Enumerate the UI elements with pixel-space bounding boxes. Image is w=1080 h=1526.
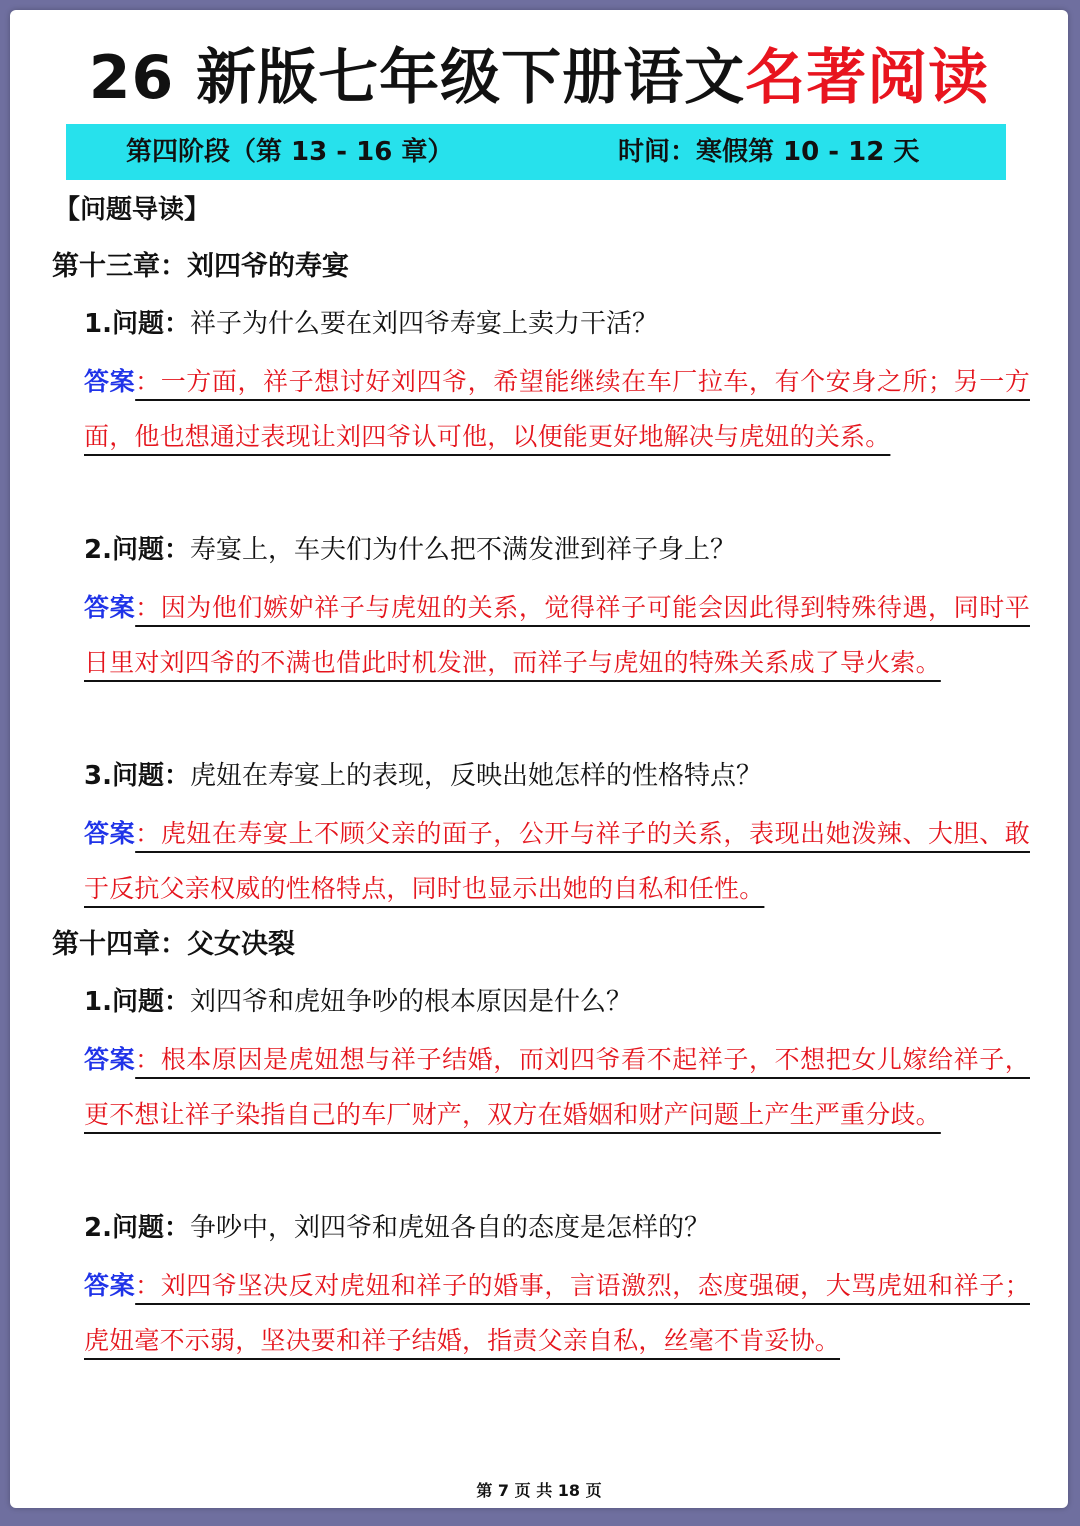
question-13-1: [84, 304, 658, 344]
question-text: 寿宴上，车夫们为什么把不满发泄到祥子身上？: [189, 535, 736, 565]
answer-13-3: [84, 806, 1030, 916]
title-highlight: 名著阅读: [745, 43, 990, 113]
answer-label: 答案: [84, 819, 136, 848]
answer-text: ：刘四爷坚决反对虎妞和祥子的婚事，言语激烈，态度强硬，大骂虎妞和祥子；虎妞毫不示弱，坚决要和祥子结婚，指责父亲自私，丝毫不肯妥协。: [84, 1271, 1030, 1355]
question-label: 1.问题：: [84, 309, 190, 339]
page-title: [10, 38, 1068, 118]
answer-13-1: [84, 354, 1030, 464]
question-text: 争吵中，刘四爷和虎妞各自的态度是怎样的？: [189, 1213, 710, 1243]
question-text: 刘四爷和虎妞争吵的根本原因是什么？: [189, 987, 632, 1017]
title-main: 26 新版七年级下册语文: [88, 43, 746, 113]
question-13-2: [84, 530, 736, 570]
chapter-14-title: 第十四章：父女决裂: [52, 929, 295, 960]
answer-label: 答案: [84, 593, 136, 622]
answer-13-2: [84, 580, 1030, 690]
answer-label: 答案: [84, 1271, 136, 1300]
question-label: 2.问题：: [84, 535, 190, 565]
question-14-1: [84, 982, 632, 1022]
question-label: 3.问题：: [84, 761, 190, 791]
stage-banner: [66, 124, 1006, 180]
question-14-2: [84, 1208, 710, 1248]
question-13-3: [84, 756, 762, 796]
section-guide-label: 【问题导读】: [54, 195, 211, 225]
question-text: 虎妞在寿宴上的表现，反映出她怎样的性格特点？: [189, 761, 762, 791]
answer-text: ：一方面，祥子想讨好刘四爷，希望能继续在车厂拉车，有个安身之所；另一方面，他也想通过表现让刘四爷认可他，以便能更好地解决与虎妞的关系。: [84, 367, 1030, 451]
chapter-13-title: 第十三章：刘四爷的寿宴: [52, 251, 349, 282]
time-label: 时间：寒假第 10 - 12 天: [618, 137, 920, 167]
question-label: 1.问题：: [84, 987, 190, 1017]
page-number-footer: 第 7 页 共 18 页: [476, 1481, 602, 1500]
question-text: 祥子为什么要在刘四爷寿宴上卖力干活？: [189, 309, 658, 339]
document-page: [10, 10, 1068, 1508]
stage-label: 第四阶段（第 13 - 16 章）: [126, 137, 454, 167]
answer-text: ：因为他们嫉妒祥子与虎妞的关系，觉得祥子可能会因此得到特殊待遇，同时平日里对刘四爷的不满也借此时机发泄，而祥子与虎妞的特殊关系成了导火索。: [84, 593, 1030, 677]
question-label: 2.问题：: [84, 1213, 190, 1243]
answer-14-1: [84, 1032, 1030, 1142]
answer-14-2: [84, 1258, 1030, 1368]
answer-text: ：根本原因是虎妞想与祥子结婚，而刘四爷看不起祥子，不想把女儿嫁给祥子，更不想让祥子染指自己的车厂财产，双方在婚姻和财产问题上产生严重分歧。: [84, 1045, 1030, 1129]
answer-label: 答案: [84, 1045, 136, 1074]
answer-text: ：虎妞在寿宴上不顾父亲的面子，公开与祥子的关系，表现出她泼辣、大胆、敢于反抗父亲权威的性格特点，同时也显示出她的自私和任性。: [84, 819, 1030, 903]
answer-label: 答案: [84, 367, 136, 396]
